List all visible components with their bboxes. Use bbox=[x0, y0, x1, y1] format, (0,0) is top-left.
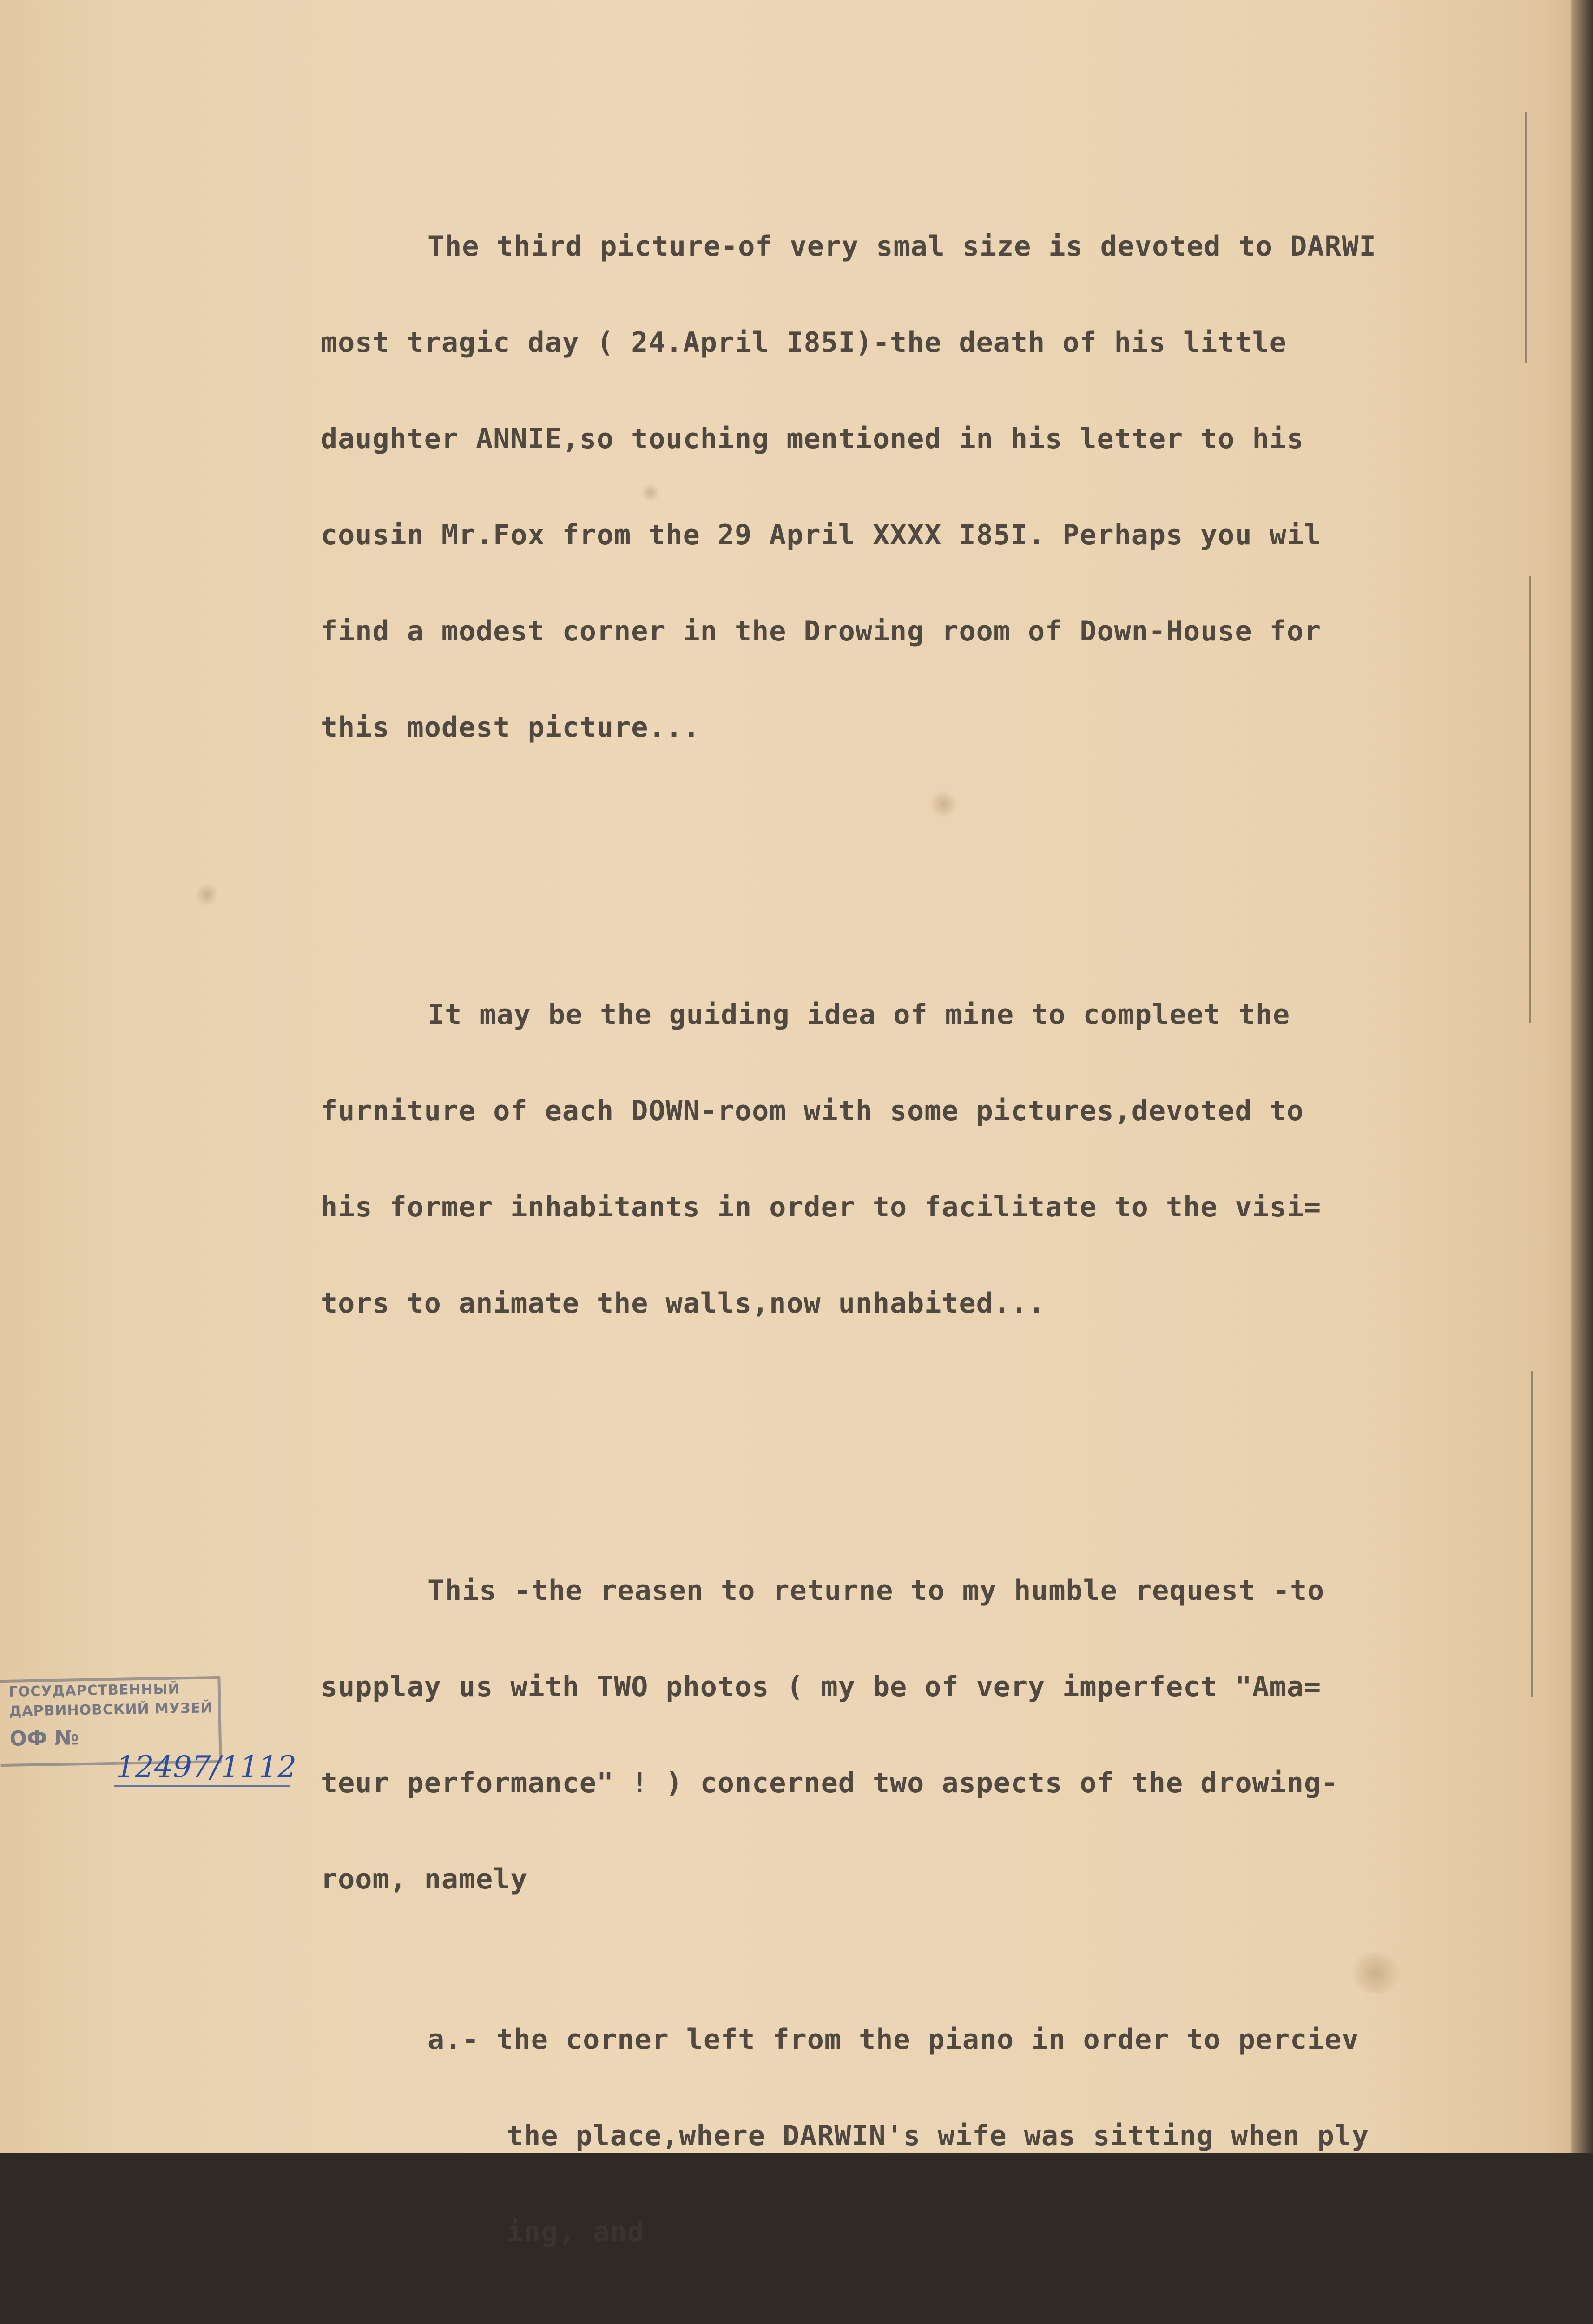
letter-body bbox=[321, 102, 1547, 2324]
inventory-number: 12497/1112 bbox=[116, 1750, 297, 1784]
paper-stain bbox=[195, 883, 218, 906]
stamp-line: ДАРВИНОВСКИЙ МУЗЕЙ bbox=[9, 1700, 213, 1720]
page-edge bbox=[1571, 0, 1593, 2153]
text-line: teur performance" ! ) concerned two aspects of the drowing- bbox=[321, 1767, 1339, 1799]
text-line: The third picture-of very smal size is devoted to DARWI bbox=[428, 230, 1376, 263]
text-line: This -the reasen to returne to my humble request -to bbox=[428, 1574, 1325, 1607]
text-line: supplay us with TWO photos ( my be of very imperfect "Ama= bbox=[321, 1670, 1322, 1703]
text-line: the place,where DARWIN's wife was sitting when ply bbox=[507, 2119, 1369, 2152]
text-line: his former inhabitants in order to facilitate to the visi= bbox=[321, 1191, 1322, 1223]
list-item bbox=[321, 1960, 1547, 2312]
paragraph bbox=[321, 166, 1547, 808]
text-line: a.- the corner left from the piano in order to perciev bbox=[428, 2023, 1359, 2056]
text-line: most tragic day ( 24.April I85I)-the death of his little bbox=[321, 326, 1287, 359]
paragraph bbox=[321, 1511, 1547, 2324]
stamp-fund-label: ОФ № bbox=[9, 1726, 79, 1751]
text-line: cousin Mr.Fox from the 29 April XXXX I85I. Perhaps you wil bbox=[321, 519, 1322, 551]
text-line: daughter ANNIE,so touching mentioned in his letter to his bbox=[321, 423, 1304, 455]
inventory-underline bbox=[114, 1785, 290, 1787]
text-line: tors to animate the walls,now unhabited... bbox=[321, 1287, 1046, 1320]
text-line: ing, and bbox=[507, 2216, 645, 2248]
paragraph bbox=[321, 935, 1547, 1384]
text-line: It may be the guiding idea of mine to compleet the bbox=[428, 998, 1290, 1031]
stamp-line: ГОСУДАРСТВЕННЫЙ bbox=[8, 1681, 181, 1700]
text-line: find a modest corner in the Drowing room of Down-House for bbox=[321, 615, 1322, 647]
text-line: this modest picture... bbox=[321, 711, 700, 744]
text-line: room, namely bbox=[321, 1863, 528, 1895]
text-line: furniture of each DOWN-room with some pictures,devoted to bbox=[321, 1095, 1304, 1127]
